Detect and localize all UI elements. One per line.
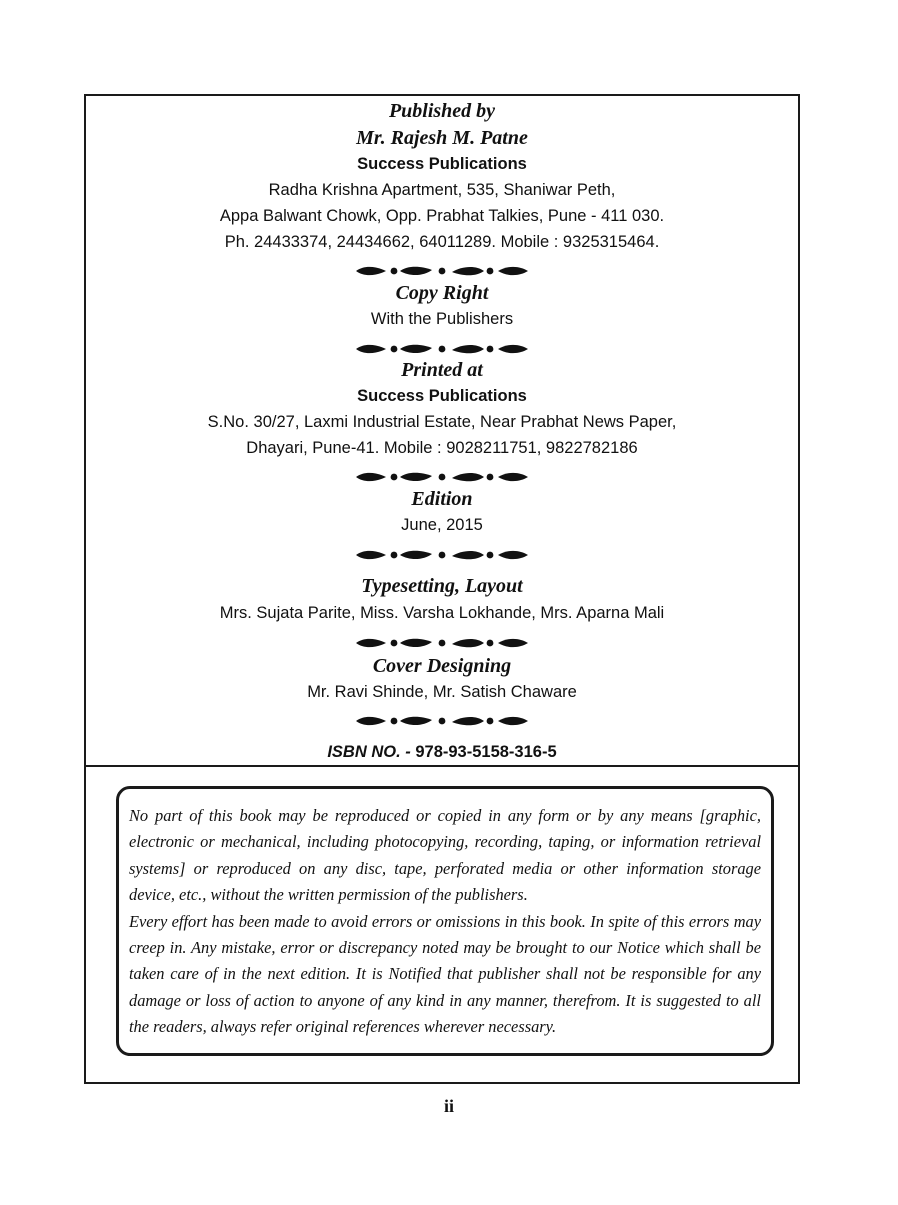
- imprint-details: [86, 96, 798, 766]
- publisher-company: Success Publications: [357, 155, 527, 173]
- publisher-address-line2: Appa Balwant Chowk, Opp. Prabhat Talkies, Pune - 411 030.: [219, 207, 665, 225]
- notice-paragraph-errors: Every effort has been made to avoid errors or omissions in this book. In spite of this errors may creep in. Any mistake, error or discrepancy noted may be brought to our Notice which shall be taken care of in the next edition. It is Notified that publisher shall not be responsible for any damage or loss of action to anyone of any kind in any manner, therefrom. It is suggested to all the readers, always refer original references wherever necessary.: [129, 911, 761, 1037]
- publisher-phone: Ph. 24433374, 24434662, 64011289. Mobile : 9325315464.: [224, 233, 660, 251]
- ornament-divider-icon: [354, 636, 530, 650]
- imprint-frame: [84, 94, 800, 1084]
- cover-designing-heading: Cover Designing: [372, 655, 512, 677]
- isbn-number: 978-93-5158-316-5: [415, 743, 557, 761]
- ornament-divider-icon: [354, 342, 530, 356]
- copyright-text: With the Publishers: [370, 310, 514, 328]
- copyright-notice-box: [116, 786, 774, 1056]
- printer-address-line1: S.No. 30/27, Laxmi Industrial Estate, Near Prabhat News Paper,: [207, 413, 677, 431]
- edition-heading: Edition: [411, 488, 473, 510]
- cover-designing-text: Mr. Ravi Shinde, Mr. Satish Chaware: [307, 683, 577, 701]
- publisher-address-line1: Radha Krishna Apartment, 535, Shaniwar Peth,: [268, 181, 616, 199]
- ornament-divider-icon: [354, 264, 530, 278]
- typesetting-heading: Typesetting, Layout: [361, 575, 523, 597]
- copyright-heading: Copy Right: [395, 282, 489, 304]
- publisher-name: Mr. Rajesh M. Patne: [356, 127, 528, 149]
- printer-company: Success Publications: [357, 387, 527, 405]
- isbn-label: ISBN NO. -: [327, 743, 411, 761]
- ornament-divider-icon: [354, 470, 530, 484]
- ornament-divider-icon: [354, 548, 530, 562]
- isbn-line: [86, 739, 798, 765]
- printed-at-heading: Printed at: [401, 359, 483, 381]
- ornament-divider-icon: [354, 714, 530, 728]
- section-divider: [86, 765, 798, 767]
- published-by-heading: Published by: [388, 100, 496, 122]
- typesetting-text: Mrs. Sujata Parite, Miss. Varsha Lokhande, Mrs. Aparna Mali: [219, 604, 665, 622]
- printer-address-line2: Dhayari, Pune-41. Mobile : 9028211751, 9822782186: [246, 439, 638, 457]
- edition-text: June, 2015: [401, 516, 483, 534]
- page-number: ii: [443, 1096, 454, 1116]
- notice-paragraph-reproduction: No part of this book may be reproduced or copied in any form or by any means [graphic, electronic or mechanical, including photocopying, recording, taping, or information retrieval systems] or reproduced on any disc, tape, perforated media or other information storage device, etc., without the written permission of the publishers.: [129, 806, 761, 905]
